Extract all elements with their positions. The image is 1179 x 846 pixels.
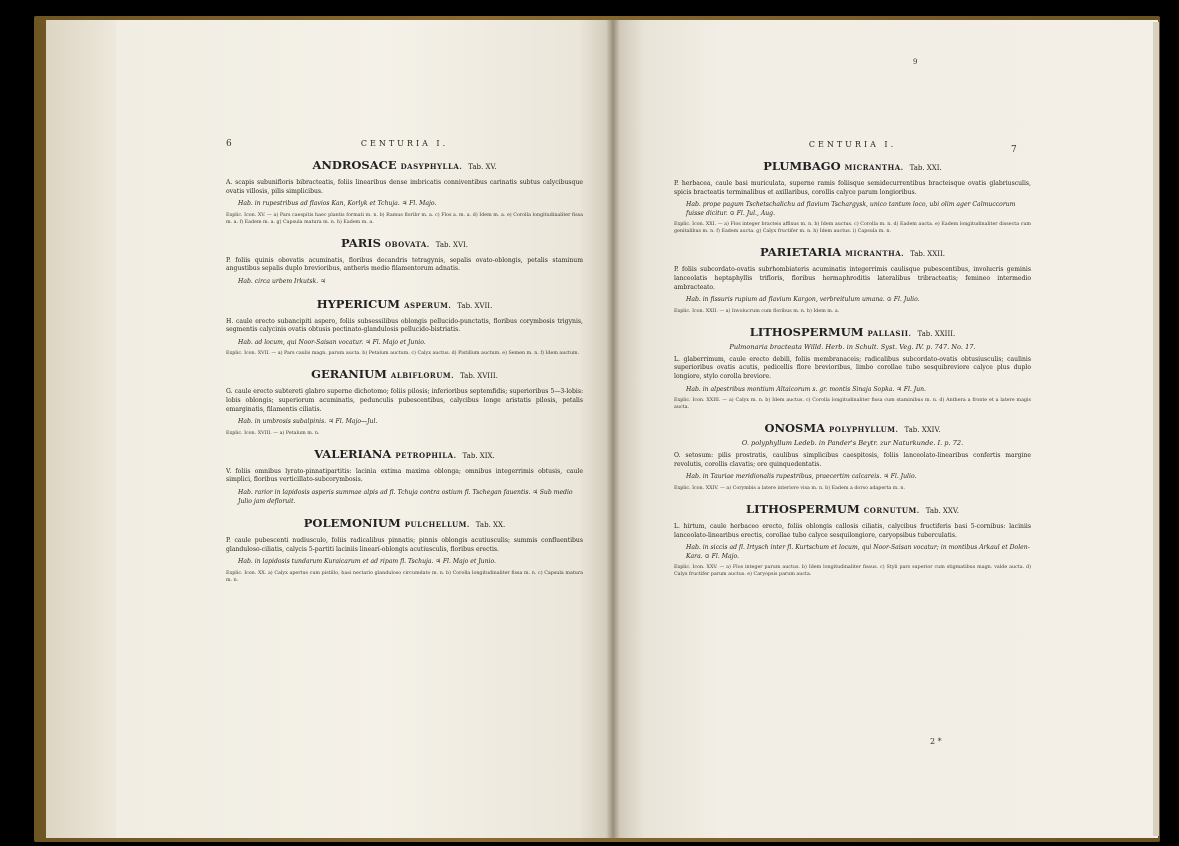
diagnosis: L. glaberrimum, caule erecto debili, foliis membranaceis; radicalibus subcordato-ovatis obtusiusculis; caulinis superioribus ovatis acutis, pedicellis flore brevioribus, limbo corollae tubo sesquibreviore calyce plus duplo longiore, stylo corolla breviore. xyxy=(674,355,1031,380)
synonym: Pulmonaria bracteata Willd. Herb. in Schult. Syst. Veg. IV. p. 747. No. 17. xyxy=(729,342,976,351)
species-title xyxy=(674,421,1031,435)
plate-explanation: Explic. Icon. XXV. — a) Flos integer parum auctus. b) Idem longitudinaliter fissus. c) Styli pars superior cum stigmatibus magn. valde aucta. d) Calyx fructifer parum auctus. e) Caryopsis parum aucta. xyxy=(674,565,1031,578)
right-column xyxy=(674,140,1031,582)
species-epithet: POLYPHYLLUM. xyxy=(829,425,899,435)
diagnosis: L. hirtum, caule herbaceo erecto, foliis oblongis callosis ciliatis, calycibus fructiferis basi 5-cornibus: laciniis lanceolato-linearibus erectis, corollae tubo calyce sesquilongiore, caryopsibus tuberculatis. xyxy=(674,522,1031,539)
left-column xyxy=(226,139,583,588)
species-entry xyxy=(226,447,583,506)
habitat: Hab. in lapidosis tundarum Kuraicarum et ad ripam fl. Tschuja. ♃ Fl. Majo et Junio. xyxy=(238,558,496,566)
diagnosis: P. foliis subcordato-ovatis subrhombiateris acuminatis integerrimis caulisque pubescentibus, involucris geminis lanceolatis heptaphyllis trifloris, floribus hermaphroditis lateralibus tribracteatis; femineo intermedio ambracteato. xyxy=(674,266,1031,291)
plate-explanation: Explic. Icon. XVIII. — a) Petalum m. n. xyxy=(226,430,320,436)
genus-name: ANDROSACE xyxy=(312,158,397,172)
plate-number: Tab. XXIV. xyxy=(904,426,941,435)
habitat: Hab. in Tauriae meridionalis rupestribus, praecertim calcareis. ♃ Fl. Julio. xyxy=(686,473,917,481)
right-top-mark: 9 xyxy=(913,58,918,66)
species-epithet: CORNUTUM. xyxy=(863,505,920,515)
habitat: Hab. ad locum, qui Noor-Saisan vocatur. ♃ Fl. Majo et Junio. xyxy=(238,338,426,346)
habitat: Hab. in alpestribus montium Altaicorum s. gr. montis Sinaja Sopka. ♃ Fl. Jun. xyxy=(686,385,926,393)
species-entry xyxy=(226,367,583,436)
species-title xyxy=(226,516,583,530)
genus-name: LITHOSPERMUM xyxy=(749,324,864,339)
species-entry xyxy=(674,325,1031,411)
genus-name: PARIS xyxy=(340,235,381,250)
synonym: O. polyphyllum Ledeb. in Pander's Beytr. zur Naturkunde. I. p. 72. xyxy=(741,439,964,448)
diagnosis: P. caule pubescenti nudiusculo, foliis radicalibus pinnatis; pinnis oblongis acutiusculis; summis confluentibus glanduloso-ciliatis, calycis 5-partiti laciniis linearí-oblongis acutiusculis, floribus erectis. xyxy=(226,537,583,553)
plate-number: Tab. XX. xyxy=(475,521,506,530)
species-entry xyxy=(674,245,1031,314)
left-page-number: 6 xyxy=(226,139,232,149)
left-page-inner-leaf xyxy=(46,20,116,838)
plate-number: Tab. XVIII. xyxy=(460,372,498,381)
plate-explanation: Explic. Icon. XVII. — a) Pars caulis magn. parum aucta. b) Petalum auctum. c) Calyx auctus. d) Pistillum auctum. e) Semen m. n. f) Idem auctum. xyxy=(226,351,580,357)
plate-number: Tab. XVII. xyxy=(457,301,493,310)
genus-name: LITHOSPERMUM xyxy=(746,501,860,516)
species-epithet: ALBIFLORUM. xyxy=(390,371,455,381)
book-gutter xyxy=(606,20,620,838)
habitat: Hab. rarior in lapidosis asperis summae alpis ad fl. Tchuja contra ostium fl. Tschegan fauentis. ♃ Sub medio Julio jam defloruit. xyxy=(238,488,573,505)
species-entry xyxy=(674,421,1031,492)
species-title xyxy=(226,447,583,461)
species-title xyxy=(226,158,583,172)
species-epithet: PALLASII. xyxy=(867,328,912,338)
plate-number: Tab. XVI. xyxy=(435,240,468,249)
plate-explanation: Explic. Icon. XXI. — a) Flos integer bracteis affixus m. n. b) Idem auctus. c) Corolla m. n. d) Eadem aucta. e) Eadem longitudinaliter dissecta cum genitalibus m. n. f) Eadem aucta. g) Calyx fructifer m. n. h) Idem auctus. i) Capsula m. n. xyxy=(674,222,1031,235)
species-title xyxy=(674,159,1031,173)
species-title xyxy=(674,245,1031,259)
plate-number: Tab. XV. xyxy=(468,163,497,171)
diagnosis: G. caule erecto subtereti glabro superne dichotomo; foliis pilosis; inferioribus septemfidis; superioribus 5—3-lobis: lobis oblongis; superiorum acuminatis, pedunculis pubescentibus, calycibus longe aristatis pilosis, petalis emarginatis, filamentis ciliatis. xyxy=(226,388,583,413)
plate-number: Tab. XIX. xyxy=(462,451,495,460)
species-epithet: PETROPHILA. xyxy=(395,450,457,460)
diagnosis: H. caule erecto subancipiti aspero, foliis subsessilibus oblongis pellucido-punctatis, floribus corymbosis trigynis, segmentis calycinis ovatis obtusis pectinato-glandulosis pellucido-bistriatis. xyxy=(226,317,583,334)
habitat: Hab. prope pagum Tschetschalichu ad flavium Tschargysk, unico tantum loco, ubi olim ager Calmuccorum fuisse dicitur. ⊙ Fl. Jul., Aug. xyxy=(686,201,1016,217)
habitat: Hab. in siccis ad fl. Irtysch inter fl. Kurtschum et locum, qui Noor-Saisan vocatur; in montibus Arkaul et Dolen-Kara. ⊙ Fl. Majo. xyxy=(686,544,1030,560)
diagnosis: O. setosum: pilis prostratis, caulibus simplicibus caespitosis, foliis lanceolato-linearibus confertis margine revolutis, corollis clavatis; ore quinquedentatis. xyxy=(674,452,1031,468)
diagnosis: P. herbacea, caule basi muriculata, superne ramis foliisque semidecurrentibus bracteisque ovatis glabriusculis, spicis bracteatis terminalibus et axillaribus, corollis calyce parum longioribus. xyxy=(674,180,1031,196)
right-page-edge xyxy=(1153,22,1159,836)
genus-name: GERANIUM xyxy=(311,367,387,382)
plate-explanation: Explic. Icon. XV. — a) Pars caespitis haec plantis formati m. n. b) Ramus floribr m. a. c) Flos a. m. a. d) Idem m. a. e) Corolla longitudinaliter fissa m. a. f) Eadem m. a. g) Capsula matura m. n. h) Eadem m. a. xyxy=(226,212,583,225)
plate-number: Tab. XXI. xyxy=(909,164,942,172)
habitat: Hab. circa urbem Irkutsk. ♃ xyxy=(238,277,326,285)
diagnosis: P. foliis quinis obovatis acuminatis, floribus decandris tetragynis, sepalis ovato-oblongis, petalis staminum angustibus sepalis duplo brevioribus, antheris medio filamentorum adnatis. xyxy=(226,256,583,273)
species-entry xyxy=(674,159,1031,235)
plate-explanation: Explic. Icon. XX. a) Calyx apertus cum pistillo, basi nectario glanduloso circumdato m. n. b) Corolla longitudinaliter fissa m. n. c) Capsula matura m. n. xyxy=(226,570,583,583)
species-title xyxy=(226,367,583,381)
diagnosis: V. foliis omnibus lyrato-pinnatipartitis: lacinia extima maxima oblonga; omnibus integerrimis obtusis, caule simplici, floribus verticillato-subcorymbosis. xyxy=(226,467,583,484)
species-title xyxy=(674,325,1031,339)
right-page-number: 7 xyxy=(1011,145,1017,155)
species-entry xyxy=(674,502,1031,578)
species-entry xyxy=(226,516,583,584)
species-epithet: DASYPHYLLA. xyxy=(400,162,463,171)
plate-explanation: Explic. Icon. XXIII. — a) Calyx m. n. b) Idem auctus. c) Corolla longitudinaliter fissa cum staminibus m. n. d) Anthera a fronte et a latere magis aucta. xyxy=(674,398,1031,411)
genus-name: PARIETARIA xyxy=(759,245,842,260)
genus-name: POLEMONIUM xyxy=(303,516,401,531)
species-entry xyxy=(226,158,583,226)
plate-explanation: Explic. Icon. XXII. — a) Involucrum cum floribus m. n. b) Idem m. a. xyxy=(674,308,840,314)
diagnosis: A. scapis subunifloris bibracteatis, foliis linearibus dense imbricatis conniventibus carinatis subtus calycibusque ovatis villosis, pilis simplicibus. xyxy=(226,179,583,195)
species-epithet: OBOVATA. xyxy=(384,239,430,249)
plate-number: Tab. XXII. xyxy=(910,250,946,259)
genus-name: ONOSMA xyxy=(764,421,825,436)
species-entry xyxy=(226,236,583,287)
genus-name: HYPERICUM xyxy=(316,296,401,311)
plate-number: Tab. XXIII. xyxy=(917,329,956,338)
genus-name: VALERIANA xyxy=(314,446,392,461)
habitat: Hab. in fissuris rupium ad flavium Kargon, verbreitulum umana. ⊙ Fl. Julio. xyxy=(686,296,920,304)
plate-number: Tab. XXV. xyxy=(925,506,959,515)
species-epithet: ASPERUM. xyxy=(404,300,452,310)
habitat: Hab. in rupestribus ad flavios Kan, Korlyk et Tchuja. ♃ Fl. Majo. xyxy=(238,200,437,208)
species-title xyxy=(226,236,583,250)
species-epithet: MICRANTHA. xyxy=(844,163,904,172)
habitat: Hab. in umbrosis subalpinis. ♃ Fl. Majo—Jul. xyxy=(238,418,378,426)
species-epithet: PULCHELLUM. xyxy=(404,520,470,530)
species-entry xyxy=(226,297,583,358)
species-title xyxy=(226,297,583,311)
species-title xyxy=(674,502,1031,516)
plate-explanation: Explic. Icon. XXIV. — a) Corymbis a latere interiore visa m. n. b) Eadem a dorso adaperta m. n. xyxy=(674,485,905,491)
genus-name: PLUMBAGO xyxy=(763,159,841,173)
running-header: CENTURIA I. xyxy=(360,139,449,148)
running-header: CENTURIA I. xyxy=(808,140,897,149)
signature-mark: 2 * xyxy=(930,737,942,746)
species-epithet: MICRANTHA. xyxy=(845,249,905,259)
